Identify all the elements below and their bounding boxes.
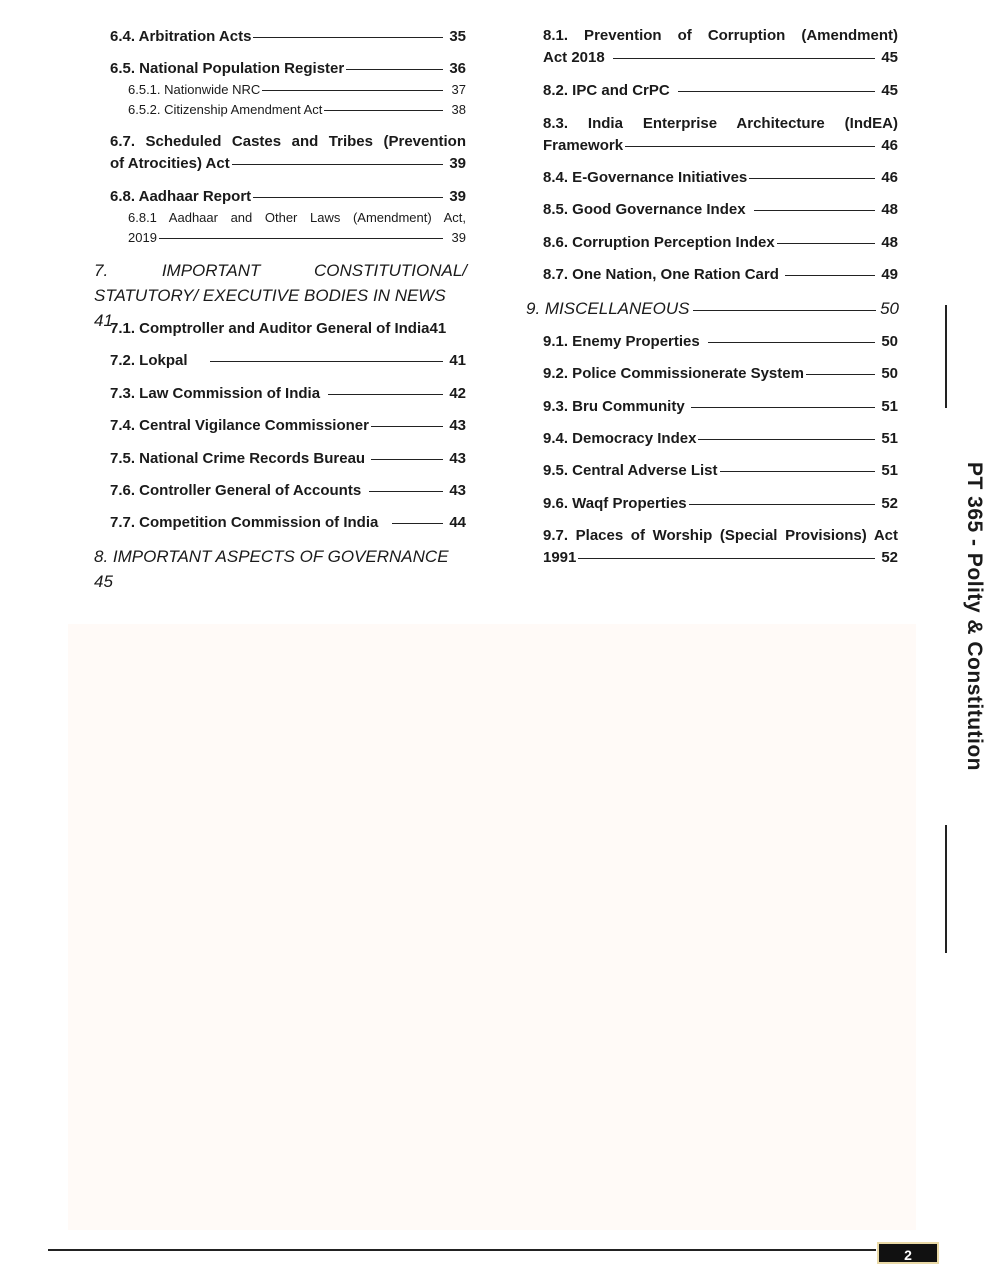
toc-entry-9-2[interactable] — [543, 363, 898, 385]
entry-title: 6.8. Aadhaar Report — [110, 188, 252, 205]
chapter-title: 9. MISCELLANEOUS — [526, 299, 690, 318]
toc-entry-8-1[interactable] — [543, 25, 898, 69]
toc-entry-9-3[interactable] — [543, 396, 898, 418]
entry-title: 7.7. Competition Commission of India — [110, 514, 379, 531]
toc-entry-8-7[interactable] — [543, 264, 898, 286]
page-number: 52 — [881, 549, 898, 566]
page-number: 48 — [881, 201, 898, 218]
toc-entry-7-1[interactable] — [110, 318, 478, 340]
toc-entry-7-2[interactable] — [110, 350, 466, 372]
entry-title: 9.5. Central Adverse List — [543, 462, 718, 479]
toc-entry-8-6[interactable] — [543, 232, 898, 254]
entry-title: 6.5.1. Nationwide NRC — [128, 82, 261, 97]
toc-entry-6-8[interactable] — [110, 186, 466, 208]
entry-title-line2: 1991 — [543, 549, 577, 566]
page-number: 49 — [881, 266, 898, 283]
entry-title-line1: 8.1. Prevention of Corruption (Amendment) — [543, 27, 898, 44]
entry-title: 8.5. Good Governance Index — [543, 201, 746, 218]
entry-title: 7.3. Law Commission of India — [110, 385, 321, 402]
toc-entry-8-4[interactable] — [543, 167, 898, 189]
entry-title: 6.5.2. Citizenship Amendment Act — [128, 102, 323, 117]
toc-entry-7-4[interactable] — [110, 415, 466, 437]
page-number: 39 — [449, 155, 466, 172]
toc-entry-6-4[interactable] — [110, 26, 466, 48]
page-number: 42 — [449, 385, 466, 402]
footer-rule-right — [500, 1249, 876, 1251]
entry-title: 8.4. E-Governance Initiatives — [543, 169, 748, 186]
entry-title-line1: 6.7. Scheduled Castes and Tribes (Prevention — [110, 133, 466, 150]
entry-title: 7.1. Comptroller and Auditor General of India41 — [110, 320, 447, 337]
page-number: 43 — [449, 450, 466, 467]
toc-entry-6-7[interactable] — [110, 131, 466, 175]
entry-title: 9.1. Enemy Properties — [543, 333, 700, 350]
page-number: 44 — [449, 514, 466, 531]
entry-title: 9.3. Bru Community — [543, 398, 685, 415]
page-number: 43 — [449, 417, 466, 434]
entry-title: 8.2. IPC and CrPC — [543, 82, 670, 99]
side-rule-top — [945, 305, 947, 408]
toc-entry-9-1[interactable] — [543, 331, 898, 353]
toc-entry-6-5-1[interactable] — [128, 80, 466, 100]
toc-entry-9-7[interactable] — [543, 525, 898, 569]
page-number: 50 — [881, 365, 898, 382]
page-number: 45 — [881, 82, 898, 99]
entry-title: 6.4. Arbitration Acts — [110, 28, 252, 45]
page-number-badge: 2 — [877, 1242, 939, 1264]
entry-title: 8.7. One Nation, One Ration Card — [543, 266, 779, 283]
page-number: 37 — [451, 82, 466, 97]
page-number: 36 — [449, 60, 466, 77]
toc-entry-8-5[interactable] — [543, 199, 898, 221]
entry-title: 7.5. National Crime Records Bureau — [110, 450, 366, 467]
toc-entry-7-3[interactable] — [110, 383, 466, 405]
toc-entry-9-4[interactable] — [543, 428, 898, 450]
page-number: 50 — [881, 333, 898, 350]
page-number: 35 — [449, 28, 466, 45]
side-title: PT 365 - Polity & Constitution — [963, 462, 986, 772]
entry-title-line2: of Atrocities) Act — [110, 155, 230, 172]
page-number: 48 — [881, 234, 898, 251]
page-number: 38 — [451, 102, 466, 117]
entry-title: 7.4. Central Vigilance Commissioner — [110, 417, 369, 434]
entry-title-line2: Act 2018 — [543, 49, 605, 66]
page-number: 39 — [449, 188, 466, 205]
entry-title-line1: 8.3. India Enterprise Architecture (IndEA) — [543, 115, 898, 132]
toc-entry-8-3[interactable] — [543, 113, 898, 157]
entry-title: 6.5. National Population Register — [110, 60, 345, 77]
toc-entry-6-8-1[interactable] — [128, 208, 466, 248]
toc-entry-6-5[interactable] — [110, 58, 466, 80]
entry-title: 7.2. Lokpal — [110, 352, 188, 369]
toc-entry-8-2[interactable] — [543, 80, 898, 102]
entry-title-line1: 6.8.1 Aadhaar and Other Laws (Amendment) Act, — [128, 210, 466, 225]
toc-entry-9-6[interactable] — [543, 493, 898, 515]
toc-entry-6-5-2[interactable] — [128, 100, 466, 120]
page-number: 39 — [451, 230, 466, 245]
entry-title-line2: 2019 — [128, 230, 157, 245]
page-number: 41 — [449, 352, 466, 369]
entry-title: 9.2. Police Commissionerate System — [543, 365, 804, 382]
entry-title-line1: 9.7. Places of Worship (Special Provisions) Act — [543, 527, 898, 544]
page-number: 43 — [449, 482, 466, 499]
entry-title-line2: Framework — [543, 137, 624, 154]
page-number: 45 — [881, 49, 898, 66]
entry-title: 8.6. Corruption Perception Index — [543, 234, 775, 251]
chapter-title: 8. IMPORTANT ASPECTS OF GOVERNANCE 45 — [94, 547, 449, 591]
chapter-title-line1: 7. IMPORTANT CONSTITUTIONAL/ — [94, 261, 467, 280]
toc-entry-9-5[interactable] — [543, 460, 898, 482]
entry-title: 9.6. Waqf Properties — [543, 495, 687, 512]
page-number: 51 — [881, 398, 898, 415]
page-number: 51 — [881, 430, 898, 447]
chapter-title-line2: STATUTORY/ EXECUTIVE BODIES IN NEWS 41 — [94, 286, 446, 330]
page-number: 50 — [880, 299, 899, 318]
page-number: 51 — [881, 462, 898, 479]
entry-title: 9.4. Democracy Index — [543, 430, 697, 447]
side-rule-bottom — [945, 825, 947, 953]
toc-chapter-9[interactable] — [526, 296, 899, 321]
footer-rule-left — [48, 1249, 500, 1251]
background-panel — [68, 624, 916, 1230]
page-number: 46 — [881, 137, 898, 154]
toc-chapter-8[interactable] — [94, 544, 467, 594]
page-number: 46 — [881, 169, 898, 186]
entry-title: 7.6. Controller General of Accounts — [110, 482, 362, 499]
page-number: 52 — [881, 495, 898, 512]
toc-entry-7-6[interactable] — [110, 480, 466, 502]
toc-entry-7-5[interactable] — [110, 448, 466, 470]
toc-entry-7-7[interactable] — [110, 512, 466, 534]
